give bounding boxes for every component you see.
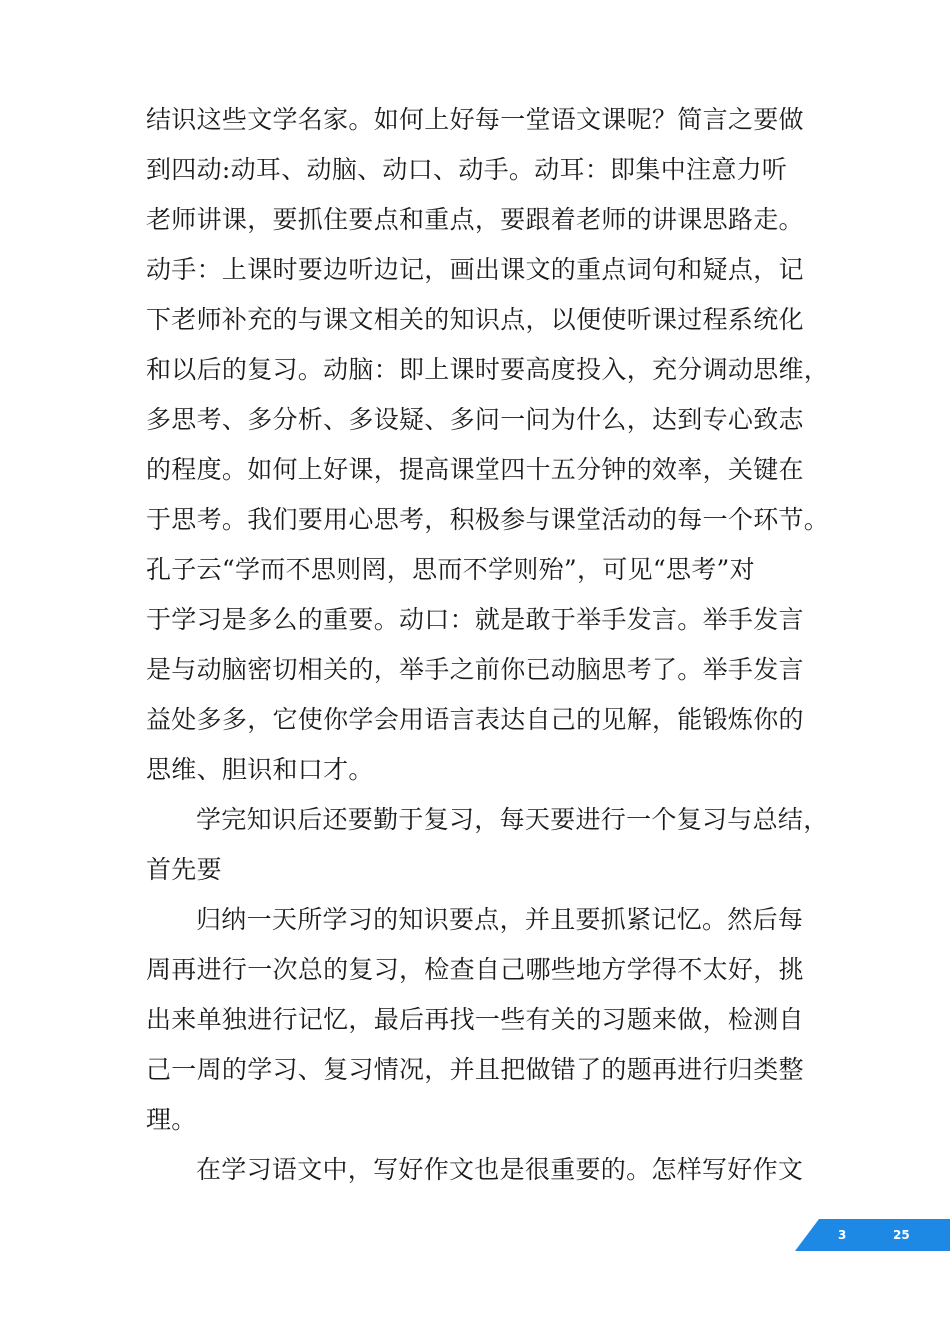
text-line: 首先要 <box>146 855 222 884</box>
page-footer-band <box>795 1219 950 1251</box>
text-line: 在学习语文中，写好作文也是很重要的。怎样写好作文 <box>196 1155 804 1184</box>
text-line: 到四动:动耳、动脑、动口、动手。动耳：即集中注意力听 <box>146 155 788 184</box>
text-line: 下老师补充的与课文相关的知识点，以便使听课过程系统化 <box>146 305 804 334</box>
text-line: 出来单独进行记忆，最后再找一些有关的习题来做，检测自 <box>146 1005 804 1034</box>
text-line: 于学习是多么的重要。动口：就是敢于举手发言。举手发言 <box>146 605 804 634</box>
current-page-number: 3 <box>838 1228 847 1242</box>
text-line: 归纳一天所学习的知识要点，并且要抓紧记忆。然后每 <box>196 905 804 934</box>
text-line: 益处多多，它使你学会用语言表达自己的见解，能锻炼你的 <box>146 705 804 734</box>
text-line: 是与动脑密切相关的，举手之前你已动脑思考了。举手发言 <box>146 655 804 684</box>
text-line: 老师讲课，要抓住要点和重点，要跟着老师的讲课思路走。 <box>146 205 804 234</box>
total-page-count: 25 <box>893 1228 910 1242</box>
text-line: 的程度。如何上好课，提高课堂四十五分钟的效率，关键在 <box>146 455 804 484</box>
document-body <box>146 95 830 1195</box>
text-line: 多思考、多分析、多设疑、多问一问为什么，达到专心致志 <box>146 405 804 434</box>
text-line: 己一周的学习、复习情况，并且把做错了的题再进行归类整 <box>146 1055 804 1084</box>
text-line: 于思考。我们要用心思考，积极参与课堂活动的每一个环节。 <box>146 505 830 534</box>
text-line: 思维、胆识和口才。 <box>146 755 374 784</box>
text-line: 和以后的复习。动脑：即上课时要高度投入，充分调动思维， <box>146 355 830 384</box>
text-line: 结识这些文学名家。如何上好每一堂语文课呢？简言之要做 <box>146 105 804 134</box>
text-line: 周再进行一次总的复习，检查自己哪些地方学得不太好，挑 <box>146 955 804 984</box>
text-line: 动手：上课时要边听边记，画出课文的重点词句和疑点，记 <box>146 255 804 284</box>
text-line: 学完知识后还要勤于复习，每天要进行一个复习与总结， <box>196 805 829 834</box>
text-line: 理。 <box>146 1105 197 1134</box>
text-line: 孔子云“学而不思则罔，思而不学则殆”，可见“思考”对 <box>146 555 755 584</box>
